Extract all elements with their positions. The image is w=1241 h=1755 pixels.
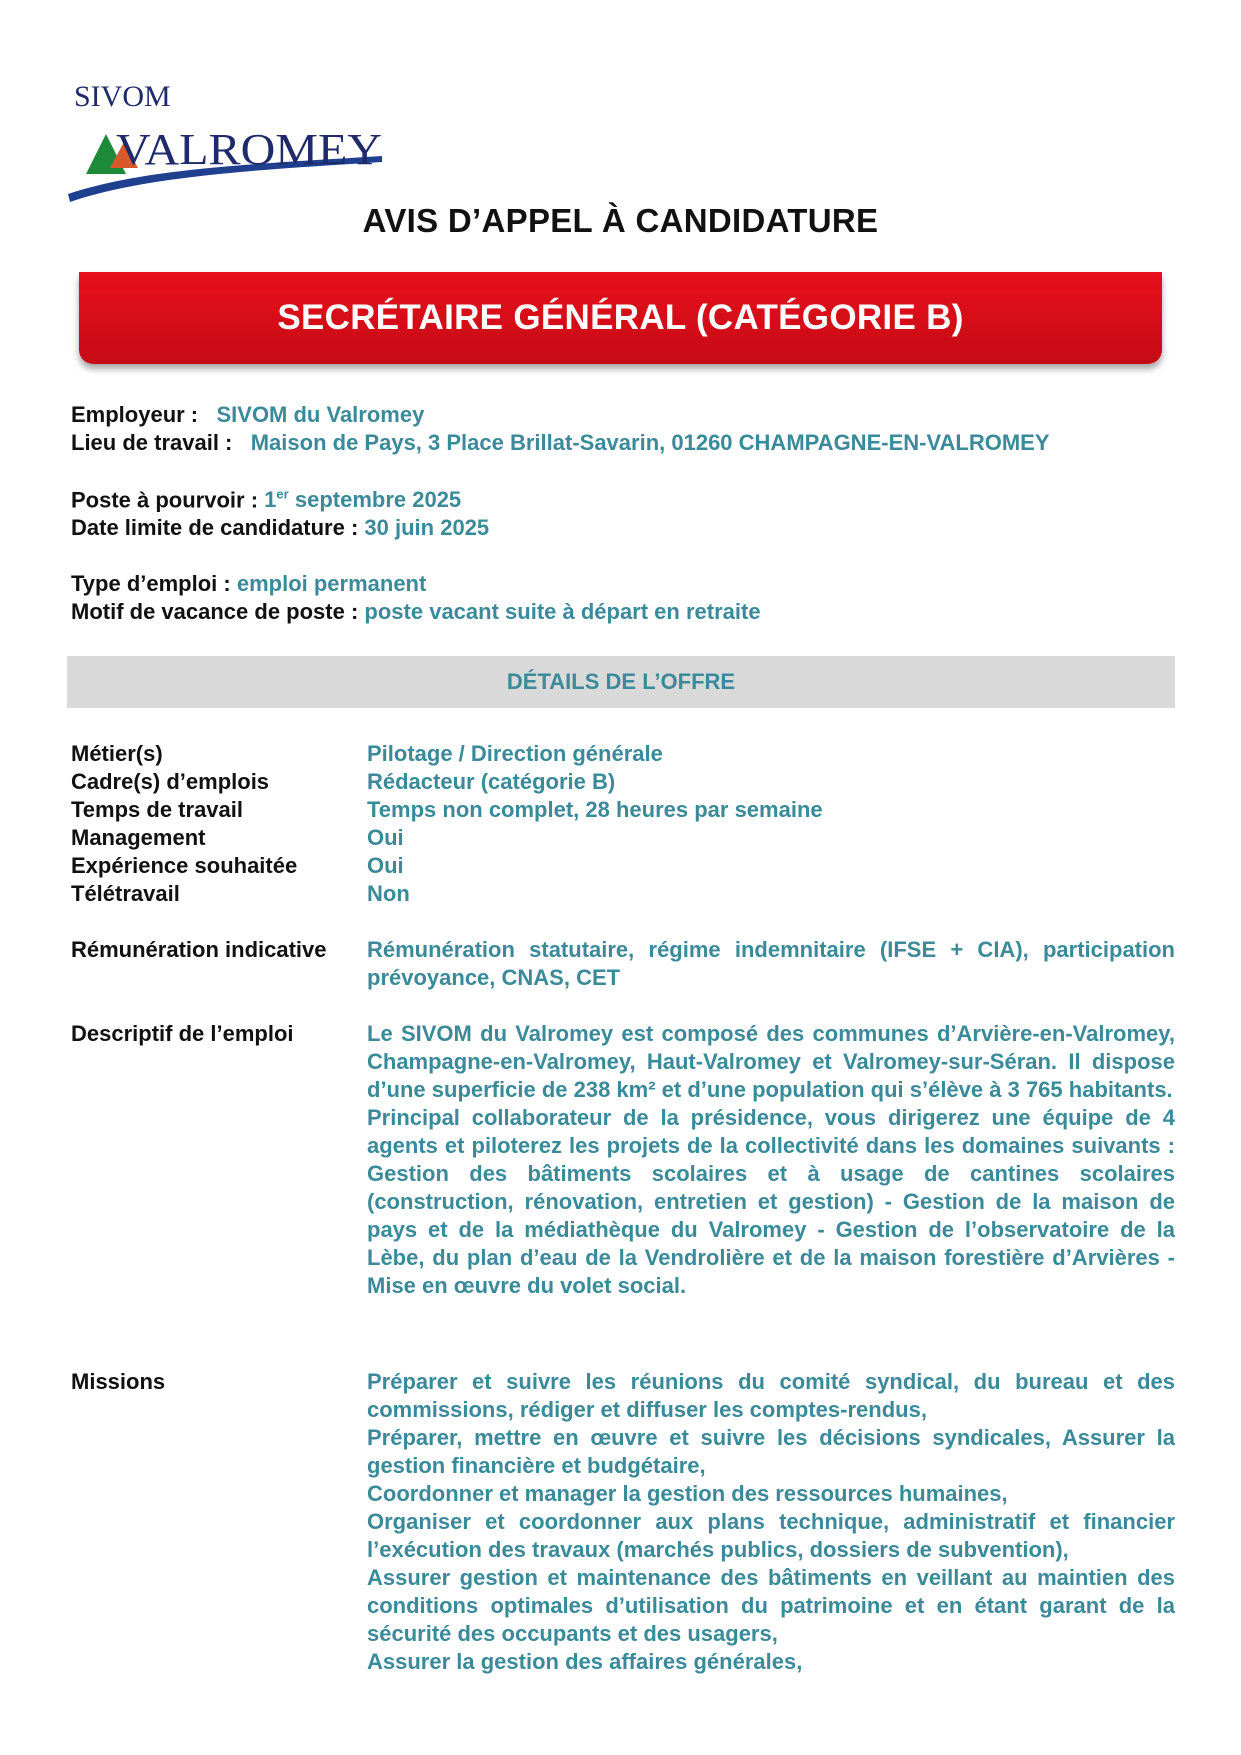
mission-item: Coordonner et manager la gestion des ressources humaines, xyxy=(367,1481,1008,1506)
detail-label: Missions xyxy=(71,1369,166,1394)
date-limite-label: Date limite de candidature : xyxy=(71,515,359,540)
motif-label: Motif de vacance de poste : xyxy=(71,599,359,624)
sivom-valromey-logo xyxy=(66,72,386,204)
section-header xyxy=(67,656,1175,708)
mission-item: Assurer la gestion des affaires générales, xyxy=(367,1649,803,1674)
logo-line1: SIVOM xyxy=(74,80,171,113)
motif-value: poste vacant suite à départ en retraite xyxy=(364,599,761,624)
poste-line xyxy=(71,487,461,513)
detail-label: Métier(s) xyxy=(71,741,163,766)
detail-value: Rédacteur (catégorie B) xyxy=(367,769,616,794)
poste-value-month: septembre 2025 xyxy=(294,487,462,513)
job-title-banner xyxy=(79,272,1162,364)
job-title: SECRÉTAIRE GÉNÉRAL (CATÉGORIE B) xyxy=(277,298,964,337)
mission-item: Préparer, mettre en œuvre et suivre les décisions syndicales, Assurer la gestion financière et budgétaire, xyxy=(367,1425,1175,1478)
detail-label: Cadre(s) d’emplois xyxy=(71,769,270,794)
detail-value: Pilotage / Direction générale xyxy=(367,741,663,766)
detail-value: Rémunération statutaire, régime indemnitaire (IFSE + CIA), participation prévoyance, CNAS, CET xyxy=(367,937,1175,990)
lieu-value: Maison de Pays, 3 Place Brillat-Savarin, 01260 CHAMPAGNE-EN-VALROMEY xyxy=(250,430,1050,455)
detail-label: Expérience souhaitée xyxy=(71,853,298,878)
employeur-value: SIVOM du Valromey xyxy=(216,402,425,427)
employeur-line xyxy=(71,402,424,428)
detail-value: Temps non complet, 28 heures par semaine xyxy=(367,797,823,822)
logo-line2: VALROMEY xyxy=(116,125,382,174)
detail-label: Rémunération indicative xyxy=(71,937,327,962)
detail-value: Oui xyxy=(367,825,404,850)
date-limite-line xyxy=(71,515,489,541)
type-emploi-value: emploi permanent xyxy=(236,571,427,596)
motif-line xyxy=(71,599,761,625)
date-limite-value: 30 juin 2025 xyxy=(364,515,490,540)
detail-label: Télétravail xyxy=(71,881,180,906)
section-title: DÉTAILS DE L’OFFRE xyxy=(506,669,736,694)
lieu-label: Lieu de travail : xyxy=(71,430,233,455)
type-emploi-label: Type d’emploi : xyxy=(71,571,231,596)
poste-label: Poste à pourvoir : xyxy=(71,487,259,513)
detail-value: Non xyxy=(367,881,410,906)
detail-label: Temps de travail xyxy=(71,797,243,822)
page-title: AVIS D’APPEL À CANDIDATURE xyxy=(362,202,879,239)
descriptif-paragraph: Principal collaborateur de la présidence, vous dirigerez une équipe de 4 agents et piloterez les projets de la collectivité dans les domaines suivants : Gestion des bâtiments scolaires et à usage de cantines scolaires (construction, rénovation, entretien et gestion) - Gestion de la maison de pays et de la médiathèque du Valromey - Gestion de l’observatoire de la Lèbe, du plan d’eau de la Vendrolière et de la maison forestière d’Arvières - Mise en œuvre du volet social. xyxy=(367,1105,1175,1298)
descriptif-paragraph: Le SIVOM du Valromey est composé des communes d’Arvière-en-Valromey, Champagne-en-Valromey, Haut-Valromey et Valromey-sur-Séran. Il dispose d’une superficie de 238 km² et d’une population qui s’élève à 3 765 habitants. xyxy=(367,1021,1175,1102)
mission-item: Organiser et coordonner aux plans technique, administratif et financier l’exécution des travaux (marchés publics, dossiers de subvention), xyxy=(367,1509,1175,1562)
detail-label: Descriptif de l’emploi xyxy=(71,1021,294,1046)
mission-item: Assurer gestion et maintenance des bâtiments en veillant au maintien des conditions optimales d’utilisation du patrimoine et en étant garant de la sécurité des occupants et des usagers, xyxy=(367,1565,1175,1646)
poste-value-sup: er xyxy=(276,487,289,502)
type-emploi-line xyxy=(71,571,426,597)
lieu-line xyxy=(71,430,1050,456)
detail-value: Oui xyxy=(367,853,404,878)
poste-value-day: 1 xyxy=(264,487,277,513)
detail-label: Management xyxy=(71,825,206,850)
employeur-label: Employeur : xyxy=(71,402,199,427)
mission-item: Préparer et suivre les réunions du comité syndical, du bureau et des commissions, rédiger et diffuser les comptes-rendus, xyxy=(367,1369,1175,1422)
